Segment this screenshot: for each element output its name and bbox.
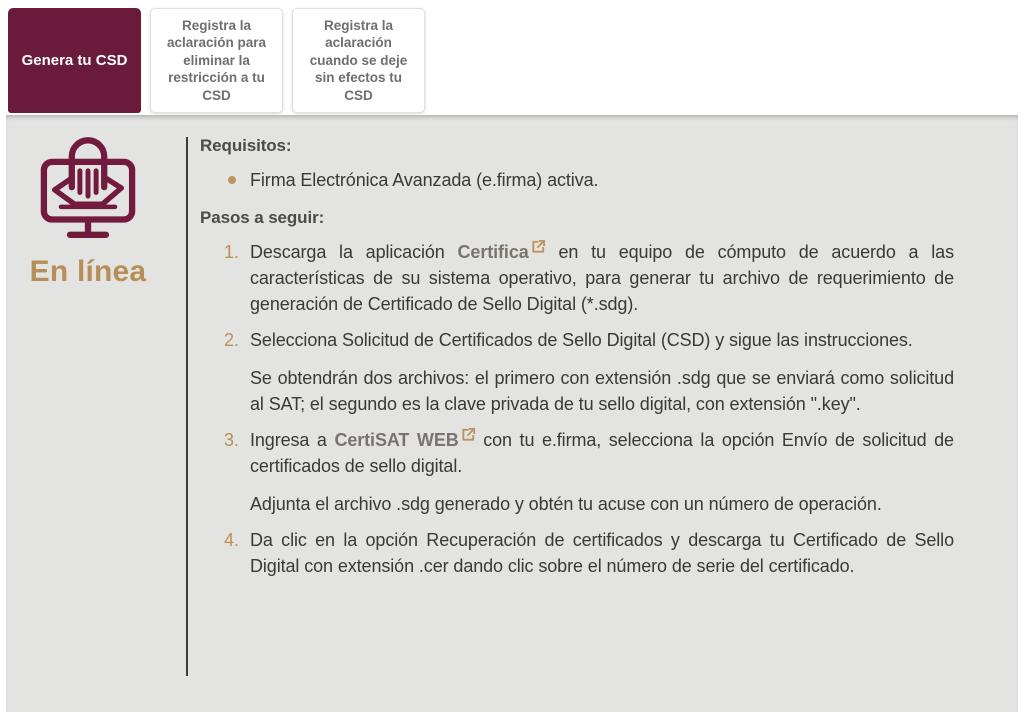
vertical-divider [186, 137, 188, 676]
tab-genera-tu-csd[interactable] [8, 8, 141, 113]
step-text: Descarga la aplicación [250, 242, 458, 262]
step-number: 2. [224, 330, 239, 350]
certifica-link[interactable] [458, 242, 546, 262]
step-extra-text: Se obtendrán dos archivos: el primero con extensión .sdg que se enviará como solicitud al SAT; el segundo es la clave privada de tu sello digital, con extensión ".key". [250, 368, 954, 414]
step-item-3 [200, 427, 954, 517]
steps-list [200, 239, 954, 579]
external-link-icon [531, 239, 546, 254]
step-number: 4. [224, 530, 239, 550]
step-item-4 [200, 527, 954, 579]
step-text: Da clic en la opción Recuperación de certificados y descarga tu Certificado de Sello Digital con extensión .cer dando clic sobre el número de serie del certificado. [250, 530, 954, 576]
external-link-icon [461, 427, 476, 442]
hand-on-monitor-icon [34, 131, 142, 245]
link-label: CertiSAT WEB [334, 430, 459, 450]
step-text: Selecciona Solicitud de Certificados de Sello Digital (CSD) y sigue las instrucciones. [250, 330, 913, 350]
bullet-dot-icon [228, 176, 236, 184]
step-text: Ingresa a [250, 430, 335, 450]
step-text: con tu e.firma, selecciona la opción Envío de solicitud de certificados de sello digital. [250, 430, 954, 476]
requirement-item [200, 167, 954, 193]
modality-column [6, 115, 186, 289]
requirements-list [200, 167, 954, 193]
tab-label: Registra la aclaración cuando se deje sin efectos tu CSD [309, 17, 408, 103]
steps-heading: Pasos a seguir: [200, 208, 325, 227]
requirement-text: Firma Electrónica Avanzada (e.firma) activa. [250, 170, 599, 190]
link-label: Certifica [457, 242, 529, 262]
step-item-2 [200, 327, 954, 417]
content-panel [6, 115, 1018, 712]
modality-label: En línea [29, 255, 147, 288]
step-item-1 [200, 239, 954, 317]
step-text: en tu equipo de cómputo de acuerdo a las características de su sistema operativo, para generar tu archivo de requerimiento de generación de Certificado de Sello Digital (*.sdg). [250, 242, 954, 314]
step-number: 1. [224, 242, 239, 262]
step-extra-text: Adjunta el archivo .sdg generado y obtén tu acuse con un número de operación. [250, 494, 882, 514]
instructions [200, 135, 954, 589]
tab-label: Genera tu CSD [21, 52, 128, 69]
tab-bar [0, 0, 1024, 115]
tab-registra-aclaracion-sin-efectos[interactable] [292, 8, 425, 113]
tab-registra-aclaracion-eliminar-restriccion[interactable] [150, 8, 283, 113]
certisat-web-link[interactable] [334, 430, 475, 450]
step-number: 3. [224, 430, 239, 450]
requirements-heading: Requisitos: [200, 136, 292, 155]
tab-label: Registra la aclaración para eliminar la restricción a tu CSD [166, 17, 267, 103]
